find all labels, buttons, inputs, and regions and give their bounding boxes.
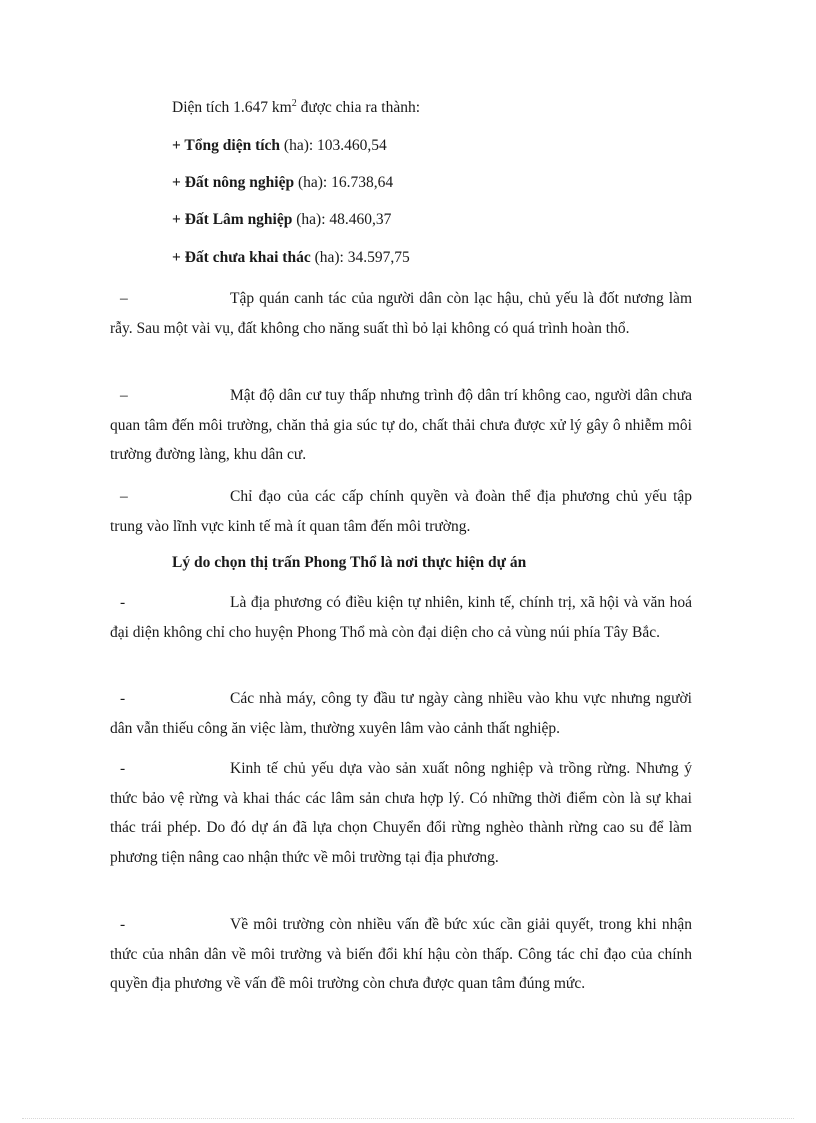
dash-paragraph-governance bbox=[110, 482, 692, 541]
hyphen-marker: - bbox=[120, 760, 126, 777]
intro-text: Diện tích 1.647 km bbox=[172, 99, 292, 116]
land-item-value: 103.460,54 bbox=[317, 137, 387, 154]
paragraph-text: Về môi trường còn nhiều vấn đề bức xúc cần giải quyết, trong khi nhận thức của nhân dân về môi trường và biến đổi khí hậu còn thấp. Công tác chỉ đạo của chính quyền địa phương về vấn đề môi trường còn chưa được quan tâm đúng mức. bbox=[110, 916, 692, 992]
land-item-label: + Đất Lâm nghiệp bbox=[172, 211, 293, 228]
land-item-unit: (ha): bbox=[280, 137, 318, 154]
paragraph-text: Mật độ dân cư tuy thấp nhưng trình độ dân trí không cao, người dân chưa quan tâm đến môi trường, chăn thả gia súc tự do, chất thải chưa được xử lý gây ô nhiễm môi trường đường làng, khu dân cư. bbox=[110, 387, 692, 463]
land-item-value: 48.460,37 bbox=[329, 211, 392, 228]
paragraph-text: Các nhà máy, công ty đầu tư ngày càng nhiều vào khu vực nhưng người dân vẫn thiếu công ăn việc làm, thường xuyên lâm vào cảnh thất nghiệp. bbox=[110, 690, 692, 737]
land-item-unit: (ha): bbox=[292, 211, 330, 228]
page-bottom-divider bbox=[22, 1118, 794, 1119]
dash-marker: – bbox=[120, 387, 128, 404]
intro-text-end: được chia ra thành: bbox=[296, 99, 421, 116]
dash-marker: – bbox=[120, 488, 128, 505]
land-item-label: + Đất nông nghiệp bbox=[172, 174, 295, 191]
land-item-label: + Tổng diện tích bbox=[172, 137, 281, 154]
land-item-unexploited bbox=[172, 248, 410, 268]
land-item-agriculture bbox=[172, 173, 393, 193]
dash-paragraph-population bbox=[110, 381, 692, 470]
reason-paragraph-environment bbox=[110, 910, 692, 999]
paragraph-text: Chỉ đạo của các cấp chính quyền và đoàn thể địa phương chủ yếu tập trung vào lĩnh vực kinh tế mà ít quan tâm đến môi trường. bbox=[110, 488, 692, 535]
reason-paragraph-employment bbox=[110, 684, 692, 743]
section-heading: Lý do chọn thị trấn Phong Thổ là nơi thực hiện dự án bbox=[172, 554, 527, 571]
land-item-unit: (ha): bbox=[294, 174, 332, 191]
intro-superscript: 2 bbox=[291, 97, 297, 109]
paragraph-text: Kinh tế chủ yếu dựa vào sản xuất nông nghiệp và trồng rừng. Nhưng ý thức bảo vệ rừng và khai thác các lâm sản chưa hợp lý. Có những thời điểm còn là sự khai thác trái phép. Do đó dự án đã lựa chọn Chuyển đổi rừng nghèo thành rừng cao su để làm phương tiện nâng cao nhận thức về môi trường tại địa phương. bbox=[110, 760, 692, 866]
hyphen-marker: - bbox=[120, 594, 126, 611]
reason-paragraph-economy bbox=[110, 754, 692, 872]
dash-paragraph-farming bbox=[110, 284, 692, 343]
paragraph-text: Là địa phương có điều kiện tự nhiên, kinh tế, chính trị, xã hội và văn hoá đại diện không chỉ cho huyện Phong Thổ mà còn đại diện cho cả vùng núi phía Tây Bắc. bbox=[110, 594, 692, 641]
hyphen-marker: - bbox=[120, 916, 126, 933]
hyphen-marker: - bbox=[120, 690, 126, 707]
land-item-forestry bbox=[172, 210, 391, 230]
land-item-value: 34.597,75 bbox=[347, 249, 410, 266]
dash-marker: – bbox=[120, 290, 128, 307]
land-item-label: + Đất chưa khai thác bbox=[172, 249, 311, 266]
reason-paragraph-representative bbox=[110, 588, 692, 647]
land-item-unit: (ha): bbox=[310, 249, 348, 266]
land-item-value: 16.738,64 bbox=[331, 174, 394, 191]
intro-line bbox=[172, 98, 420, 118]
land-item-total bbox=[172, 136, 387, 156]
paragraph-text: Tập quán canh tác của người dân còn lạc hậu, chủ yếu là đốt nương làm rẫy. Sau một vài vụ, đất không cho năng suất thì bỏ lại không có quá trình hoàn thổ. bbox=[110, 290, 692, 337]
